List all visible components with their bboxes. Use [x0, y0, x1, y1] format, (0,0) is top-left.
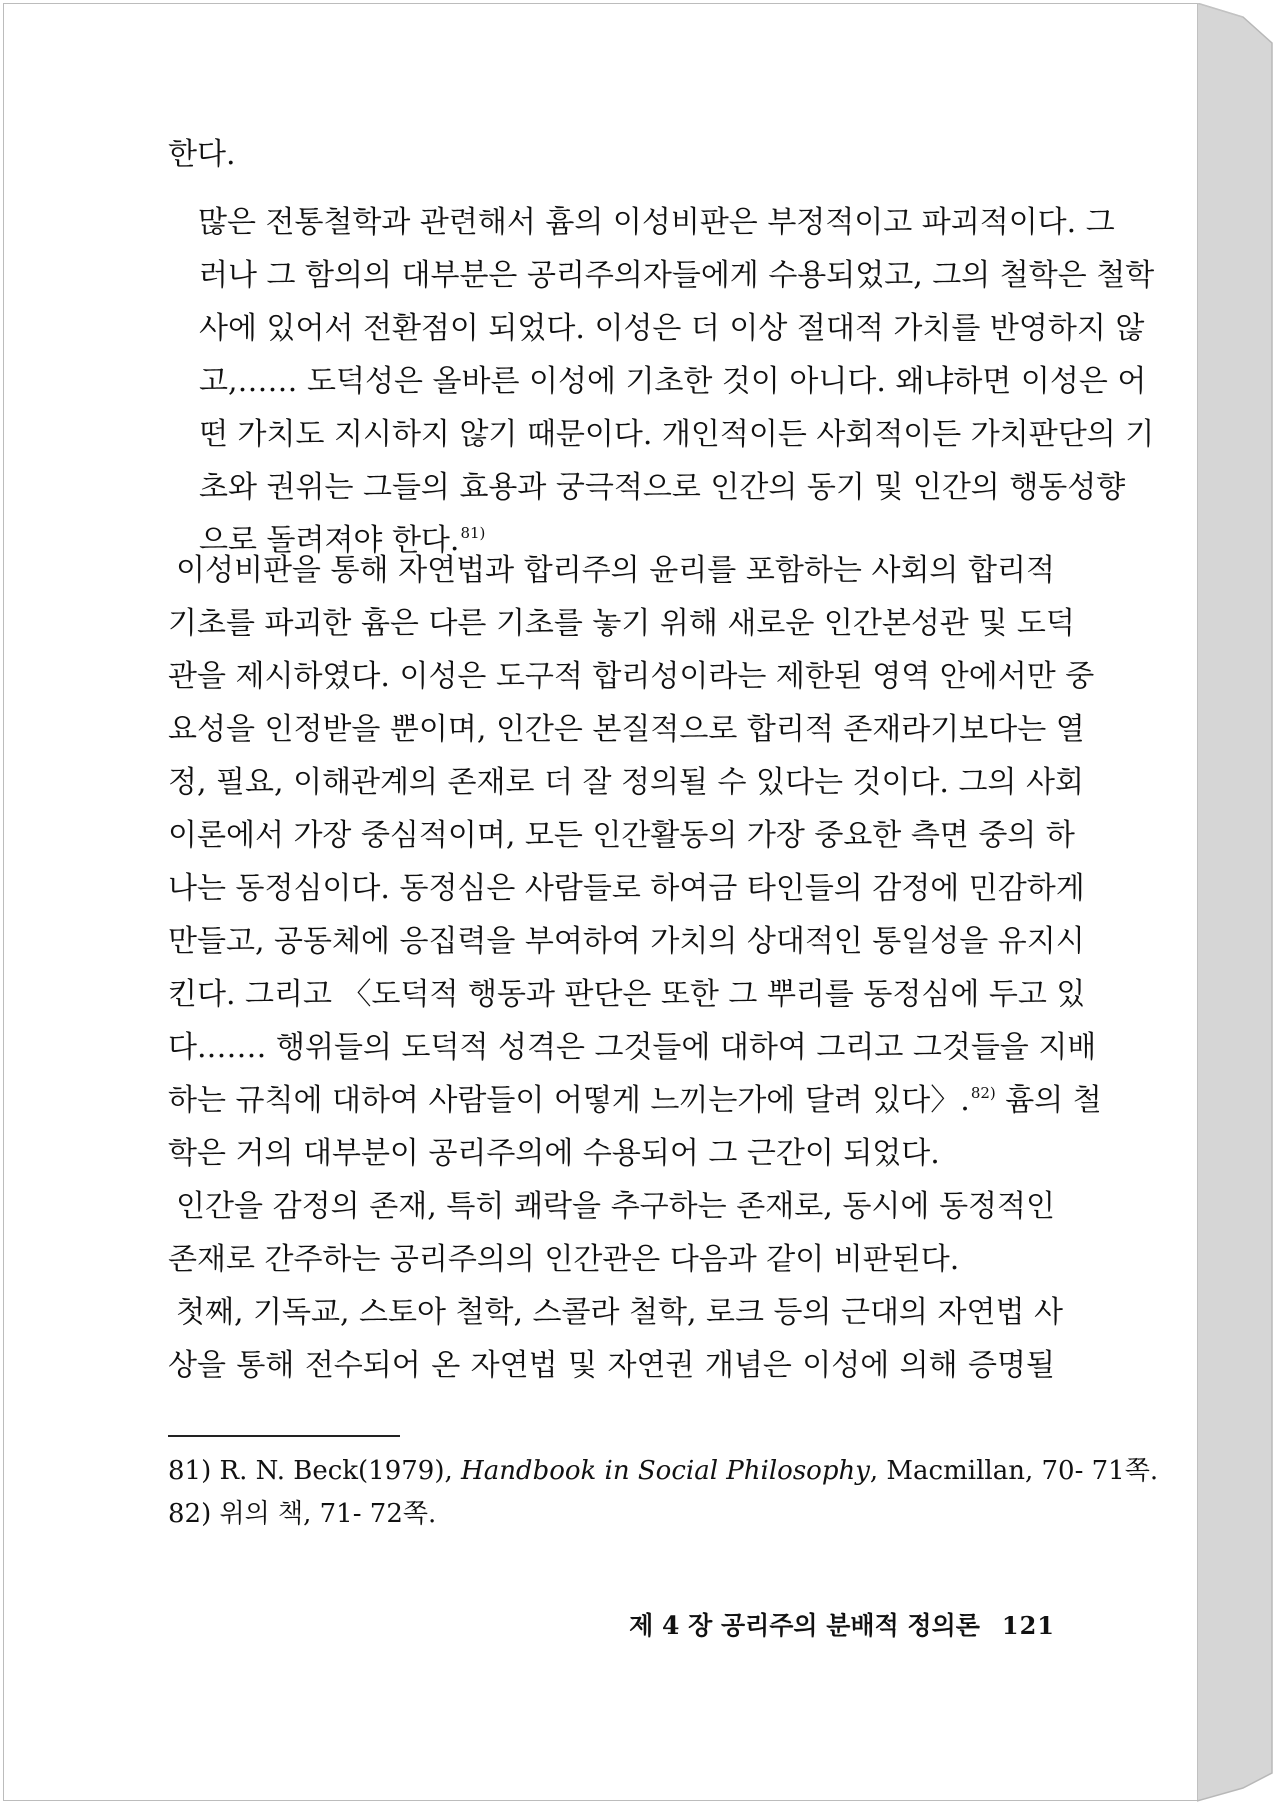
text-line: 인간을 감정의 존재, 특히 쾌락을 추구하는 존재로, 동시에 동정적인 [176, 1189, 1055, 1224]
text-line: 고,…… 도덕성은 올바른 이성에 기초한 것이 아니다. 왜냐하면 이성은 어 [199, 364, 1147, 399]
footnote-number: 82) [168, 1499, 212, 1529]
footnote-entry [168, 1493, 1055, 1536]
footnotes [168, 1450, 1159, 1536]
text-line: 학은 거의 대부분이 공리주의에 수용되어 그 근간이 되었다. [168, 1136, 940, 1171]
text-line: 킨다. 그리고 〈도덕적 행동과 판단은 또한 그 뿌리를 동정심에 두고 있 [168, 977, 1086, 1012]
text-segment: 하는 규칙에 대하여 사람들이 어떻게 느끼는가에 달려 있다〉. [168, 1083, 970, 1118]
text-line: 기초를 파괴한 흄은 다른 기초를 놓기 위해 새로운 인간본성관 및 도덕 [168, 606, 1075, 641]
text-line: 많은 전통철학과 관련해서 흄의 이성비판은 부정적이고 파괴적이다. 그 [198, 205, 1115, 240]
text-segment: 으로 돌려져야 한다. [199, 523, 460, 558]
footnote-reference: 81) [460, 524, 486, 542]
running-footer [600, 1606, 1055, 1642]
footnote-text: R. N. Beck(1979), [211, 1456, 462, 1486]
text-line: 다.…… 행위들의 도덕적 성격은 그것들에 대하여 그리고 그것들을 지배 [168, 1030, 1097, 1065]
text-line: 사에 있어서 전환점이 되었다. 이성은 더 이상 절대적 가치를 반영하지 않 [199, 311, 1145, 346]
text-line: 정, 필요, 이해관계의 존재로 더 잘 정의될 수 있다는 것이다. 그의 사회 [168, 765, 1084, 800]
text-line: 이성비판을 통해 자연법과 합리주의 윤리를 포함하는 사회의 합리적 [176, 553, 1055, 588]
footnote-text: , Macmillan, 70- 71쪽. [869, 1456, 1159, 1486]
body-paragraph [168, 544, 1102, 1392]
continued-text [168, 128, 1055, 181]
footnote-reference: 82) [970, 1084, 996, 1102]
text-segment: 흄의 철 [995, 1083, 1102, 1118]
text-line: 만들고, 공동체에 응집력을 부여하여 가치의 상대적인 통일성을 유지시 [168, 924, 1085, 959]
footnote-number: 81) [168, 1456, 212, 1486]
footnote-entry [168, 1450, 1159, 1493]
text-line: 나는 동정심이다. 동정심은 사람들로 하여금 타인들의 감정에 민감하게 [168, 871, 1085, 906]
block-quote [168, 196, 1155, 567]
text-line: 러나 그 함의의 대부분은 공리주의자들에게 수용되었고, 그의 철학은 철학 [199, 258, 1155, 293]
page-edge-shadow [1197, 3, 1275, 1803]
text-line: 관을 제시하였다. 이성은 도구적 합리성이라는 제한된 영역 안에서만 중 [168, 659, 1095, 694]
text-line: 요성을 인정받을 뿐이며, 인간은 본질적으로 합리적 존재라기보다는 열 [168, 712, 1085, 747]
footnote-book-title: Handbook in Social Philosophy [461, 1456, 870, 1486]
footnote-rule [168, 1435, 400, 1437]
text-line: 이론에서 가장 중심적이며, 모든 인간활동의 가장 중요한 측면 중의 하 [168, 818, 1075, 853]
text-line [168, 1074, 1102, 1127]
text-line: 떤 가치도 지시하지 않기 때문이다. 개인적이든 사회적이든 가치판단의 기 [199, 417, 1155, 452]
text-line: 첫째, 기독교, 스토아 철학, 스콜라 철학, 로크 등의 근대의 자연법 사 [176, 1295, 1063, 1330]
footnote-text: 위의 책, 71- 72쪽. [211, 1499, 437, 1529]
page-number: 121 [1001, 1611, 1055, 1640]
text-line: 상을 통해 전수되어 온 자연법 및 자연권 개념은 이성에 의해 증명될 [168, 1348, 1055, 1383]
chapter-title: 제 4 장 공리주의 분배적 정의론 [629, 1611, 980, 1640]
text-line: 초와 권위는 그들의 효용과 궁극적으로 인간의 동기 및 인간의 행동성향 [199, 470, 1126, 505]
text-line: 존재로 간주하는 공리주의의 인간관은 다음과 같이 비판된다. [168, 1242, 960, 1277]
text-line: 한다. [168, 137, 236, 172]
